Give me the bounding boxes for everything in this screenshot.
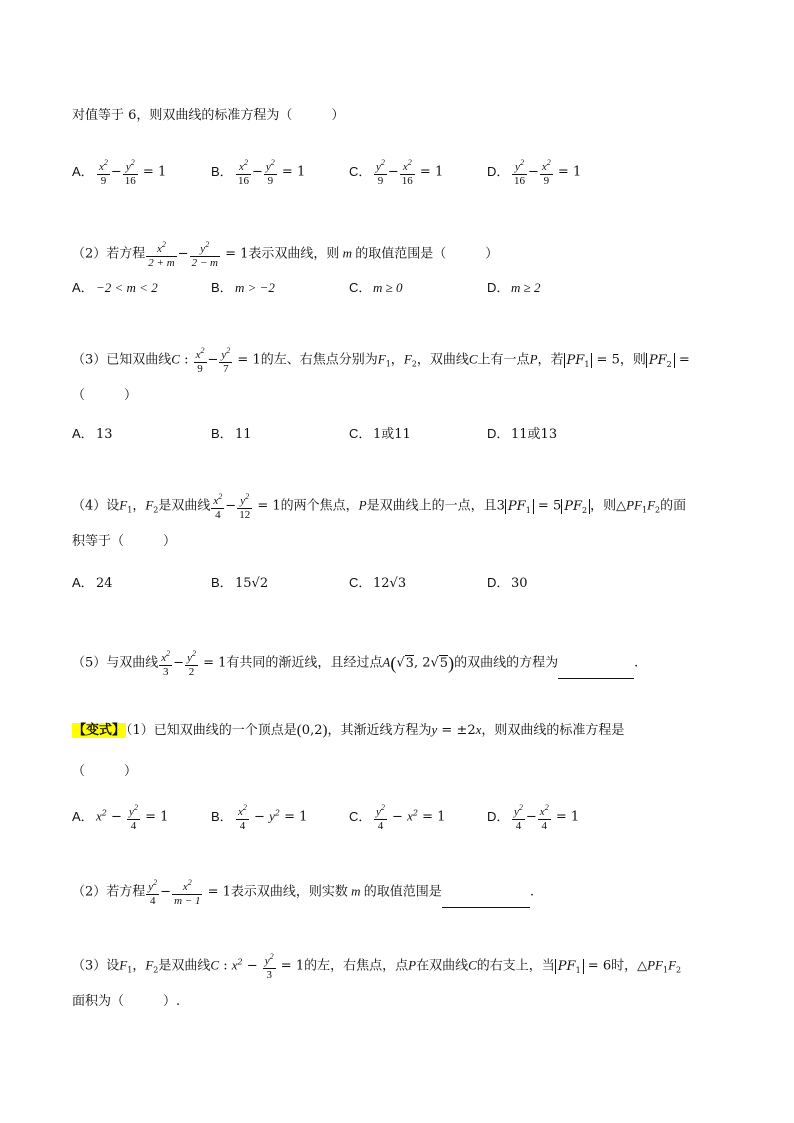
variant-question-1: 【变式】（1）已知双曲线的一个顶点是(0,2)，其渐近线方程为y = ±2x，则双曲线的标准方程是 xyxy=(73,722,625,739)
q3-paren: （ ） xyxy=(72,388,138,403)
variant-question-2: （2）若方程 $\frac{y^2}{4}$ − $\frac{x^2}{m - 1}$ = 1表示双曲线，则实数 m 的取值范围是 . xyxy=(72,878,534,907)
q1-option-d[interactable]: D． $\frac{y^2}{16}$ − $\frac{x^2}{9}$ = 1 xyxy=(487,158,582,187)
q2-option-d[interactable]: D． m ≥ 2 xyxy=(487,280,541,295)
question-5: （5）与双曲线 $\frac{x^2}{3}$ − $\frac{y^2}{2}$ = 1有共同的渐近线，且经过点A(√3, 2√5)的双曲线的方程为 . xyxy=(72,649,639,678)
q3-option-c[interactable]: C． 1或11 xyxy=(349,426,411,442)
q4-line2: 积等于（ ） xyxy=(72,534,177,549)
q2-option-a[interactable]: A． −2 < m < 2 xyxy=(72,280,158,295)
variant-q1-option-c[interactable]: C． $\frac{y^2}{4}$ − $x^2 = 1$ xyxy=(349,803,446,832)
question-4: （4）设$F_1$，$F_2$是双曲线 $\frac{x^2}{4}$ − $\frac{y^2}{12}$ = 1的两个焦点，P是双曲线上的一点，且3 $PF_1 = 5$ $PF_2$ ，则$\triangle PF_1F_2$的面 xyxy=(72,492,687,521)
q4-option-d[interactable]: D． 30 xyxy=(487,575,528,591)
variant-q1-paren: （ ） xyxy=(72,764,138,779)
q4-option-a[interactable]: A． 24 xyxy=(72,575,113,591)
variant-q1-option-a[interactable]: A． $x^2$ − $\frac{y^2}{4}$ = 1 xyxy=(72,803,169,832)
variant-question-3: （3）设$F_1$，$F_2$是双曲线C : $x^2$ − $\frac{y^2}{3}$ = 1的左，右焦点，点P在双曲线C的右支上，当 $PF_1 = 6$时，$\triangle PF_1F_2$ xyxy=(72,952,682,981)
q1-option-b[interactable]: B． $\frac{x^2}{16}$ − $\frac{y^2}{9}$ = 1 xyxy=(211,158,306,187)
q4-option-b[interactable]: B． 15√2 xyxy=(211,575,269,591)
q4-option-c[interactable]: C． 12√3 xyxy=(349,575,407,591)
q3-option-a[interactable]: A． 13 xyxy=(72,426,113,442)
q2-option-b[interactable]: B． m > −2 xyxy=(211,280,275,295)
question-3: （3）已知双曲线C : $\frac{x^2}{9}$ − $\frac{y^2}{7}$ = 1的左、右焦点分别为$F_1$，$F_2$，双曲线C上有一点P，若 $PF_1 = 5$，则 $PF_2$ = xyxy=(72,346,690,375)
q1-option-a[interactable]: A． $\frac{x^2}{9}$ − $\frac{y^2}{16}$ = 1 xyxy=(72,158,167,187)
q3-option-b[interactable]: B． 11 xyxy=(211,426,252,442)
q3-option-d[interactable]: D． 11或13 xyxy=(487,426,558,442)
variant-q1-option-b[interactable]: B． $\frac{x^2}{4}$ − $y^2 = 1$ xyxy=(211,803,308,832)
variant-q3-line2: 面积为（ ）. xyxy=(72,994,181,1009)
q1-option-c[interactable]: C． $\frac{y^2}{9}$ − $\frac{x^2}{16}$ = 1 xyxy=(349,158,444,187)
variant-q2-answer-blank[interactable] xyxy=(442,891,530,908)
variant-q1-option-d[interactable]: D． $\frac{y^2}{4}$ − $\frac{x^2}{4}$ = 1 xyxy=(487,803,580,832)
q2-option-c[interactable]: C． m ≥ 0 xyxy=(349,280,403,295)
variant-badge: 【变式】 xyxy=(73,723,126,738)
question-2: （2）若方程 $\frac{x^2}{2 + m}$ − $\frac{y^2}{2 - m}$ = 1表示双曲线，则 m 的取值范围是（ ） xyxy=(72,240,499,269)
q5-answer-blank[interactable] xyxy=(558,662,634,679)
intro-text: 对值等于 6，则双曲线的标准方程为（ ） xyxy=(72,108,345,123)
